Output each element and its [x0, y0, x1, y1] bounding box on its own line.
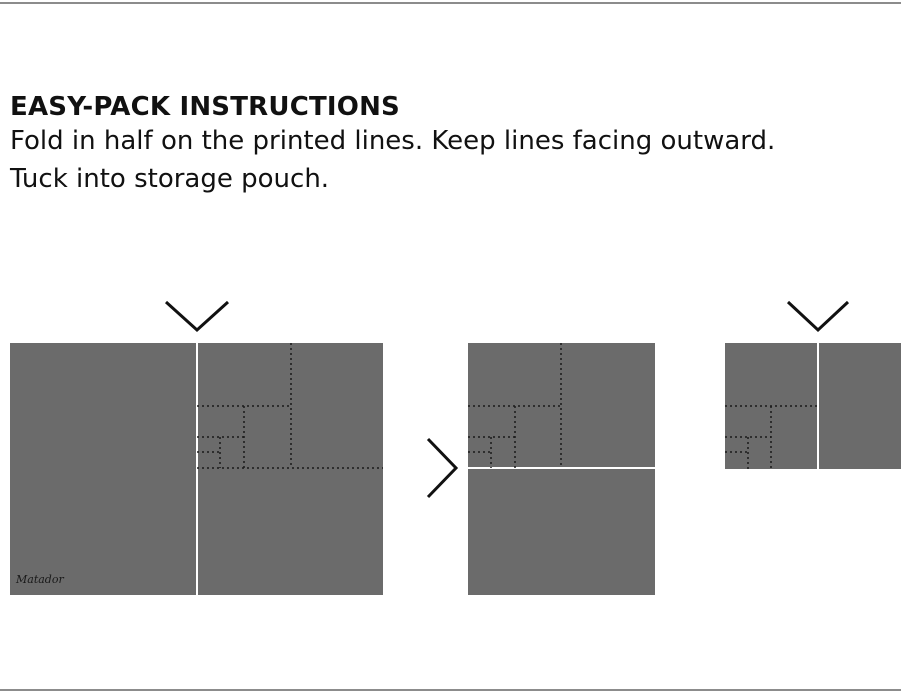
next-step-chevron-icon [428, 439, 456, 497]
instruction-line-1: Fold in half on the printed lines. Keep lines facing outward. [10, 126, 776, 156]
step-2-half-folded-blanket [468, 343, 655, 595]
fold-here-chevron-icon [788, 302, 848, 330]
brand-logo: Matador [16, 573, 64, 586]
step-1-unfolded-blanket [10, 302, 383, 595]
step-3-quarter-folded-blanket [725, 302, 901, 469]
instruction-line-2: Tuck into storage pouch. [10, 164, 330, 194]
instructions-title: EASY-PACK INSTRUCTIONS [10, 92, 400, 122]
fold-here-chevron-icon [166, 302, 228, 330]
